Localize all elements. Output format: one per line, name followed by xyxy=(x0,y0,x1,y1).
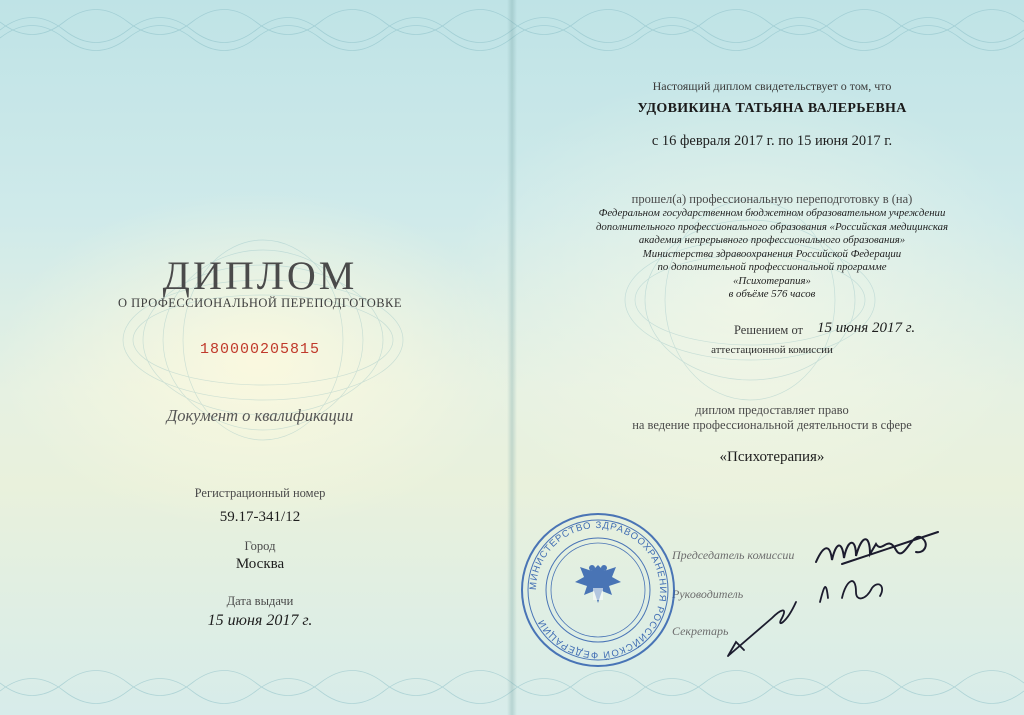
institution-line: Министерства здравоохранения Российской Федерации xyxy=(642,247,902,260)
diploma-title: ДИПЛОМ xyxy=(162,253,358,298)
head-signature xyxy=(812,566,902,610)
secretary-signature xyxy=(722,596,802,660)
serial-number: 180000205815 xyxy=(199,341,321,358)
holder-name: УДОВИКИНА ТАТЬЯНА ВАЛЕРЬЕВНА xyxy=(637,101,907,116)
diploma-subtitle: О ПРОФЕССИОНАЛЬНОЙ ПЕРЕПОДГОТОВКЕ xyxy=(117,296,403,310)
svg-text:МИНИСТЕРСТВО ЗДРАВООХРАНЕНИЯ Р: МИНИСТЕРСТВО ЗДРАВООХРАНЕНИЯ РОССИЙСКОЙ ФЕДЕРАЦИИ xyxy=(527,519,669,661)
document-type: Документ о квалификации xyxy=(166,406,354,425)
issue-date-value: 15 июня 2017 г. xyxy=(207,612,313,629)
training-period: с 16 февраля 2017 г. по 15 июня 2017 г. xyxy=(651,133,893,149)
role-head: Руководитель xyxy=(672,587,744,601)
city-label: Город xyxy=(244,539,276,553)
institution-line: Федеральном государственном бюджетном образовательном учреждении xyxy=(598,207,946,219)
institution-block xyxy=(542,207,1002,302)
intro-text: Настоящий диплом свидетельствует о том, что xyxy=(652,79,892,93)
official-seal-stamp xyxy=(518,510,678,670)
decision-date: 15 июня 2017 г. xyxy=(817,320,916,336)
training-intro: прошел(а) профессиональную переподготовку в (на) xyxy=(631,192,913,206)
reg-number-label: Регистрационный номер xyxy=(194,486,326,500)
grants-line-2: на ведение профессиональной деятельности в сфере xyxy=(632,418,912,432)
program-hours: в объёме 576 часов xyxy=(728,288,816,300)
professional-field: «Психотерапия» xyxy=(719,449,825,465)
program-label: по дополнительной профессиональной программе xyxy=(657,261,887,273)
reg-number-value: 59.17-341/12 xyxy=(219,509,301,525)
program-name: «Психотерапия» xyxy=(733,274,811,287)
issue-date-label: Дата выдачи xyxy=(226,594,294,608)
role-chairman: Председатель комиссии xyxy=(672,548,795,562)
role-secretary: Секретарь xyxy=(672,624,729,638)
institution-line: дополнительного профессионального образования «Российская медицинская xyxy=(595,220,949,233)
decision-label: Решением от xyxy=(734,323,804,337)
grants-line-1: диплом предоставляет право xyxy=(695,403,849,417)
city-value: Москва xyxy=(235,556,285,572)
commission-text: аттестационной комиссии xyxy=(711,344,833,356)
institution-line: академия непрерывного профессионального образования» xyxy=(638,234,906,246)
